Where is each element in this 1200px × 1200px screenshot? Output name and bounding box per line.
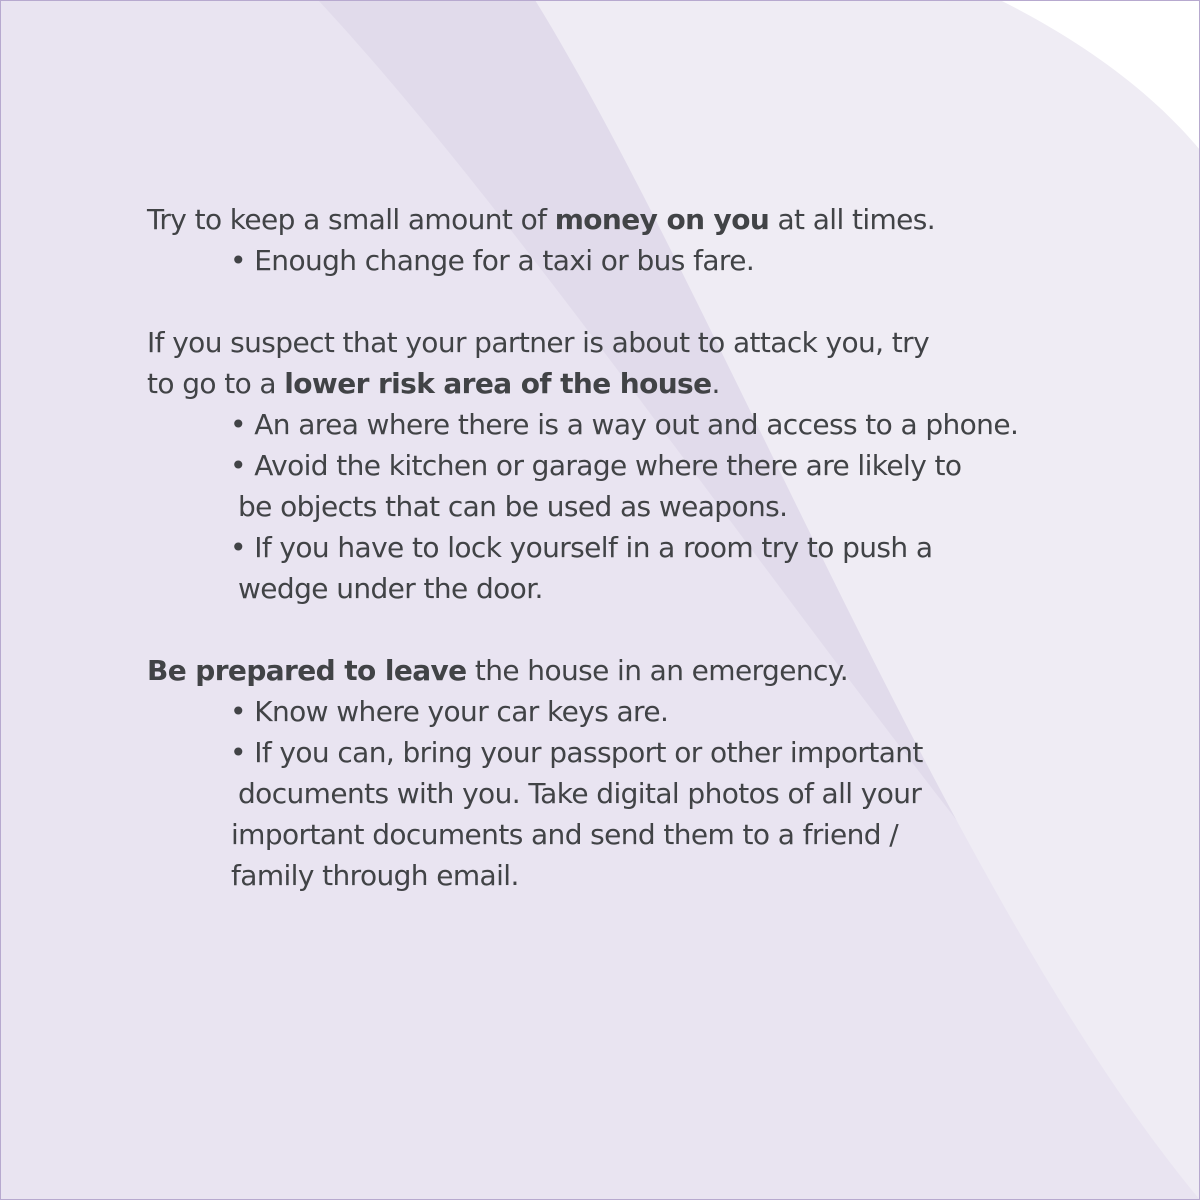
- bullet-item: • If you can, bring your passport or other important: [230, 736, 923, 769]
- section-attack-intro: If you suspect that your partner is about to attack you, try: [147, 326, 930, 359]
- bullet-item-continuation: documents with you. Take digital photos of all your: [238, 777, 922, 810]
- section-leave-intro: [147, 650, 1147, 691]
- intro-text: Try to keep a small amount of: [147, 203, 555, 236]
- bullet-item: • Avoid the kitchen or garage where there are likely to: [230, 449, 962, 482]
- section-money-intro: [147, 199, 1147, 240]
- bullet-item: • Enough change for a taxi or bus fare.: [230, 244, 755, 277]
- bullet-item-continuation: important documents and send them to a friend /: [231, 818, 899, 851]
- intro-text: to go to a: [147, 367, 285, 400]
- bullet-item: • An area where there is a way out and access to a phone.: [230, 408, 1019, 441]
- intro-emphasis: Be prepared to leave: [147, 654, 467, 687]
- bullet-item: • Know where your car keys are.: [230, 695, 669, 728]
- safety-tips-text: [147, 199, 1147, 896]
- intro-emphasis: lower risk area of the house: [284, 367, 712, 400]
- bullet-item-continuation: be objects that can be used as weapons.: [238, 490, 788, 523]
- bullet-item-continuation: family through email.: [231, 859, 519, 892]
- bullet-item-continuation: wedge under the door.: [238, 572, 543, 605]
- intro-emphasis: money on you: [554, 203, 770, 236]
- intro-text: at all times.: [769, 203, 936, 236]
- intro-text: .: [711, 367, 720, 400]
- section-attack-intro-cont: [147, 363, 1147, 404]
- intro-text: the house in an emergency.: [466, 654, 849, 687]
- bullet-item: • If you have to lock yourself in a room try to push a: [230, 531, 933, 564]
